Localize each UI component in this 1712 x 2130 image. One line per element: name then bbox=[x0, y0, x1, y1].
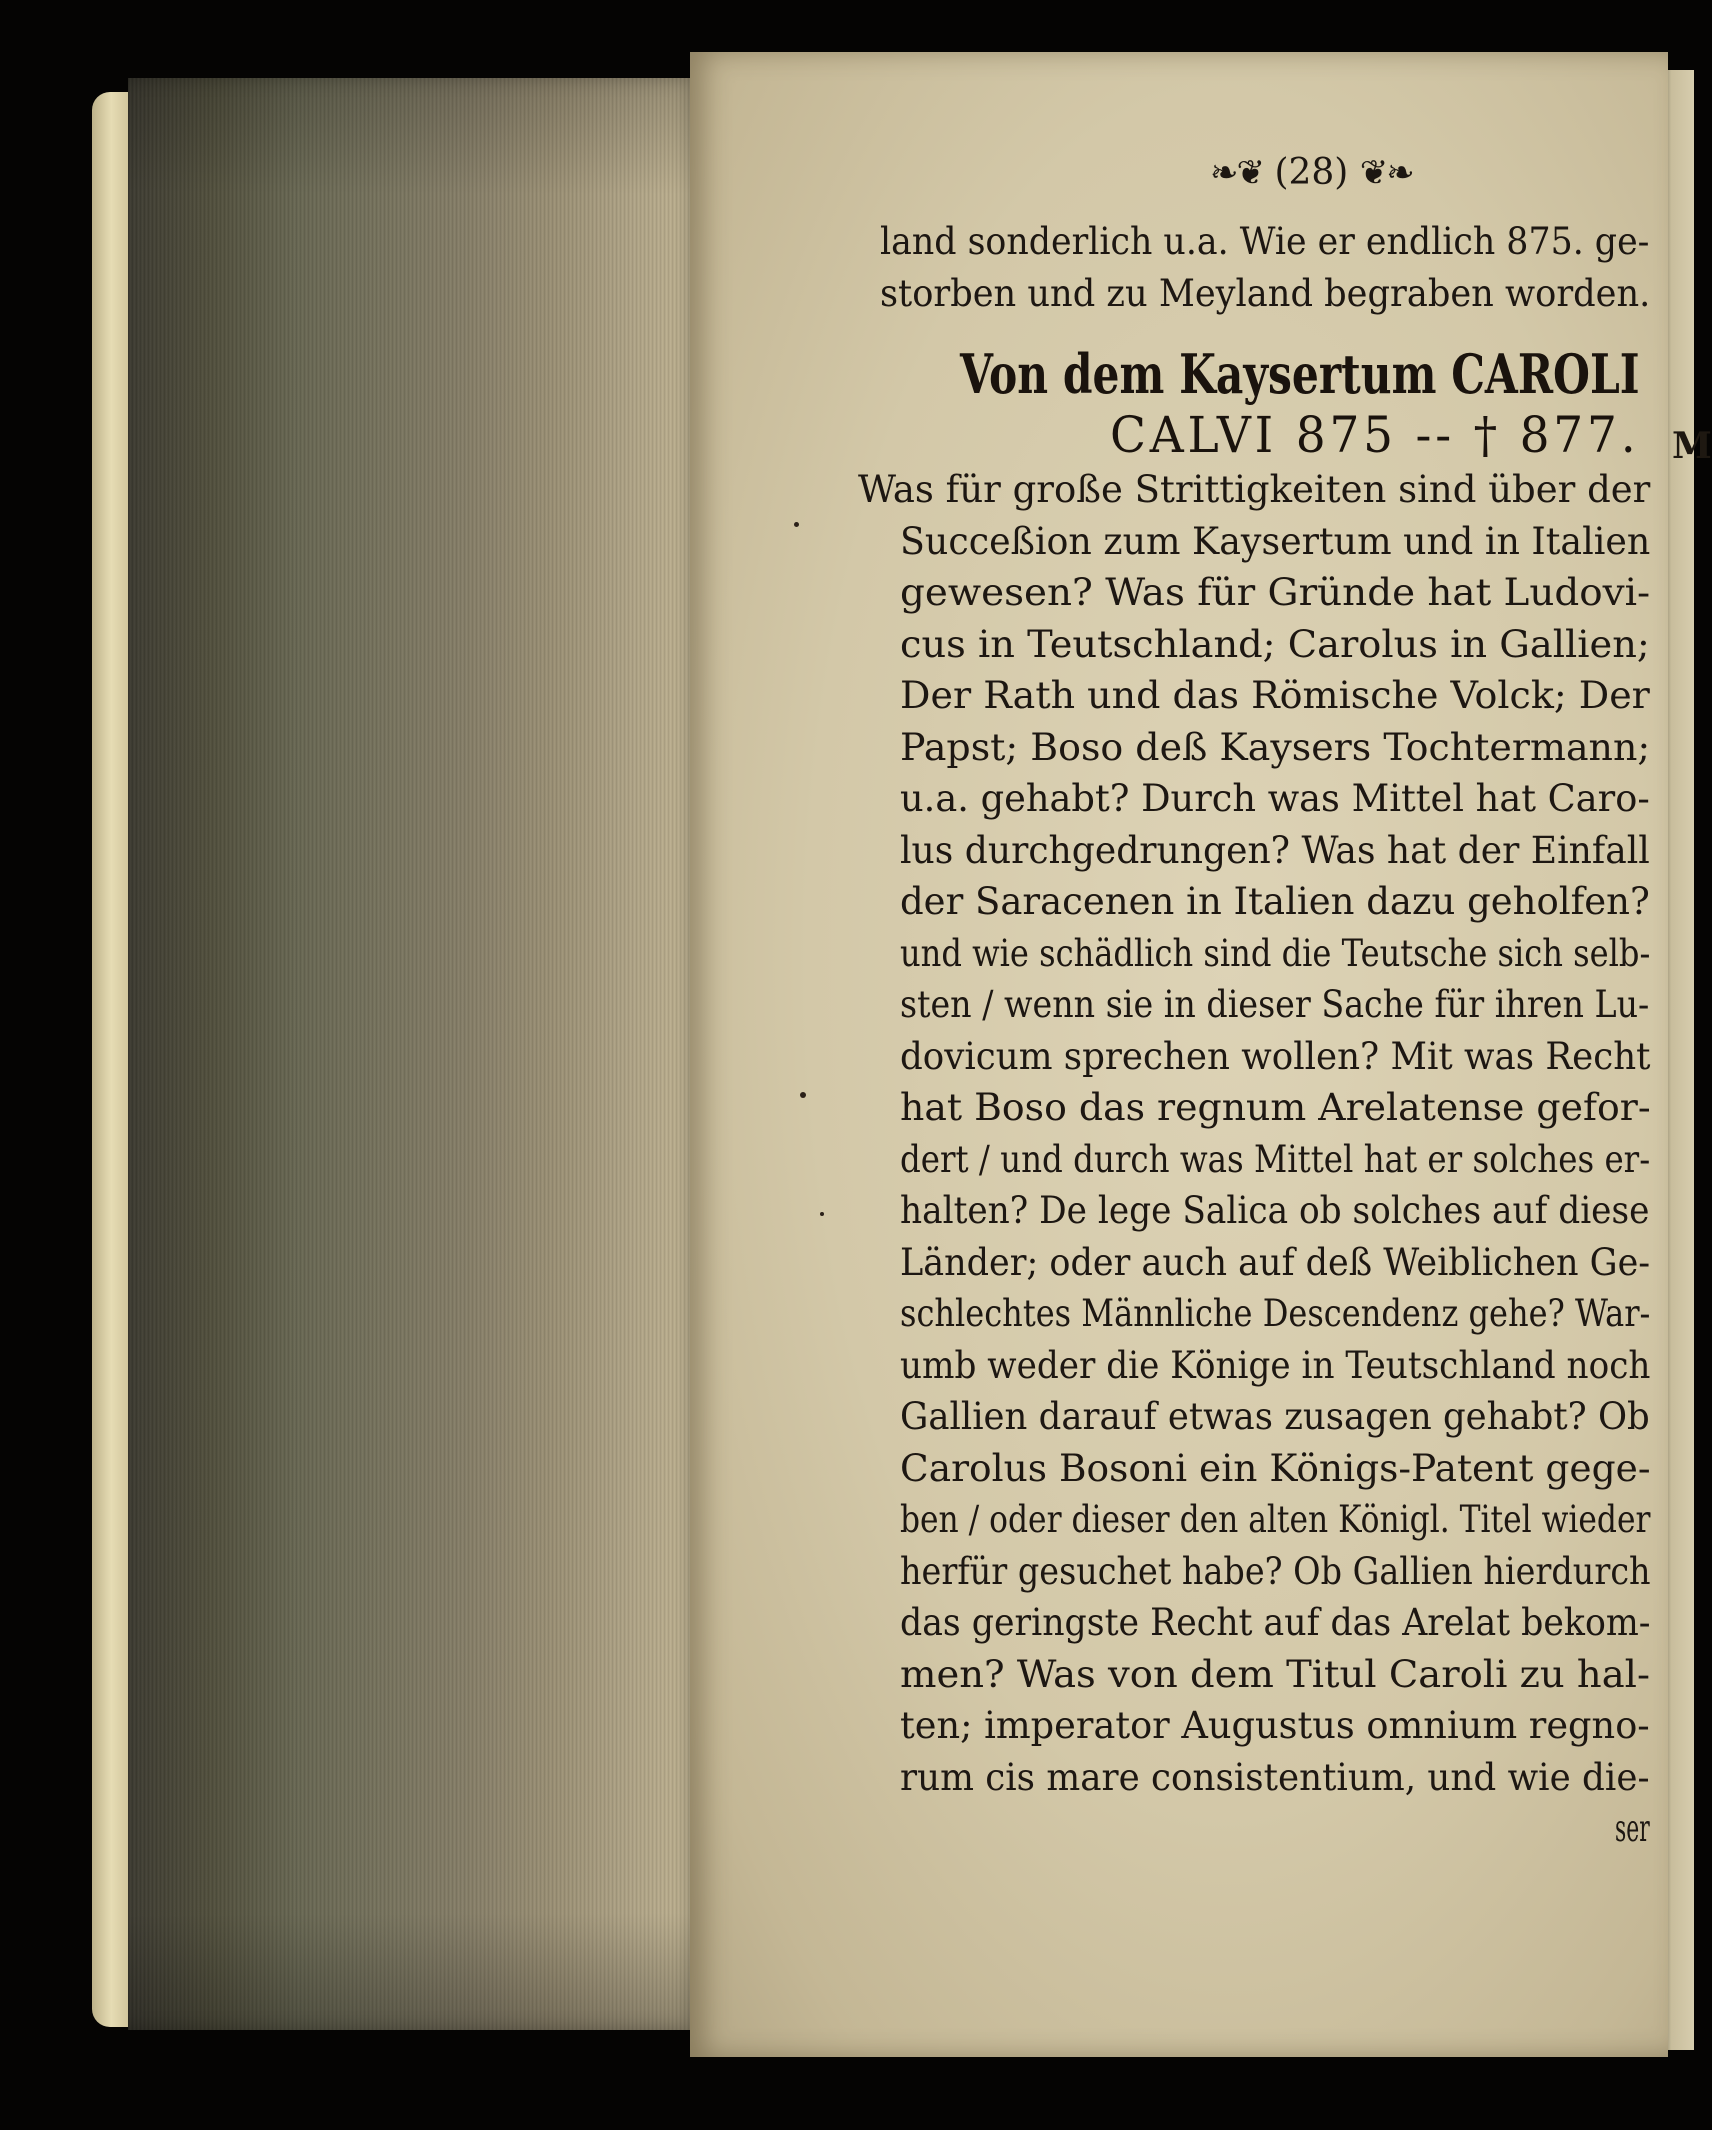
text-line: storben und zu Meyland begraben worden. bbox=[880, 272, 1651, 315]
text-line: ben / oder dieser den alten Königl. Titel wieder bbox=[900, 1498, 1651, 1541]
text-line: und wie schädlich sind die Teutsche sich selb- bbox=[900, 931, 1651, 975]
text-line: halten? De lege Salica ob solches auf diese bbox=[900, 1189, 1650, 1232]
text-line: Papst; Boso deß Kaysers Tochtermann; bbox=[900, 725, 1651, 769]
ink-speck bbox=[794, 522, 799, 527]
text-line: gewesen? Was für Gründe hat Ludovi- bbox=[900, 571, 1651, 614]
text-line: lus durchgedrungen? Was hat der Einfall bbox=[900, 828, 1650, 872]
text-line: land sonderlich u.a. Wie er endlich 875. ge- bbox=[880, 220, 1650, 263]
text-line: Succeßion zum Kaysertum und in Italien bbox=[900, 519, 1651, 563]
text-line: Der Rath und das Römische Volck; Der bbox=[900, 674, 1650, 717]
text-line: dert / und durch was Mittel hat er solches er- bbox=[900, 1137, 1651, 1181]
text-line: hat Boso das regnum Arelatense gefor- bbox=[900, 1086, 1651, 1129]
text-line: dovicum sprechen wollen? Mit was Recht bbox=[900, 1034, 1651, 1078]
facing-page-glyph: M bbox=[1672, 425, 1712, 467]
text-line: herfür gesuchet habe? Ob Gallien hierdurch bbox=[900, 1549, 1651, 1593]
text-line: der Saracenen in Italien dazu geholfen? bbox=[900, 880, 1650, 923]
ink-speck bbox=[800, 1092, 806, 1098]
text-line: schlechtes Männliche Descendenz gehe? War- bbox=[900, 1292, 1651, 1335]
section-heading-dates: CALVI 875 -- † 877. bbox=[1110, 406, 1640, 464]
text-line: Gallien darauf etwas zusagen gehabt? Ob bbox=[900, 1395, 1650, 1438]
text-line: das geringste Recht auf das Arelat bekom- bbox=[900, 1601, 1651, 1644]
page-header bbox=[1210, 152, 1413, 193]
ornament-left-icon: ❧❦ bbox=[1210, 153, 1263, 193]
text-line: Carolus Bosoni ein Königs-Patent gege- bbox=[900, 1446, 1651, 1490]
text-line: ser bbox=[1615, 1807, 1650, 1850]
page-number: (28) bbox=[1274, 152, 1349, 193]
text-line: Länder; oder auch auf deß Weiblichen Ge- bbox=[900, 1240, 1651, 1284]
text-line: men? Was von dem Titul Caroli zu hal- bbox=[900, 1652, 1650, 1696]
section-heading: Von dem Kaysertum CAROLI bbox=[960, 342, 1640, 406]
text-line: ten; imperator Augustus omnium regno- bbox=[900, 1704, 1650, 1747]
text-line: u.a. gehabt? Durch was Mittel hat Caro- bbox=[900, 777, 1650, 820]
text-line: cus in Teutschland; Carolus in Gallien; bbox=[900, 622, 1650, 666]
text-line: sten / wenn sie in dieser Sache für ihren Lu- bbox=[900, 983, 1650, 1026]
ink-speck bbox=[820, 1212, 824, 1216]
text-line: Was für große Strittigkeiten sind über der bbox=[858, 468, 1651, 511]
ornament-right-icon: ❦❧ bbox=[1359, 153, 1413, 193]
page-block-shading bbox=[128, 78, 698, 2030]
text-line: rum cis mare consistentium, und wie die- bbox=[900, 1755, 1650, 1799]
text-line: umb weder die Könige in Teutschland noch bbox=[900, 1343, 1651, 1387]
